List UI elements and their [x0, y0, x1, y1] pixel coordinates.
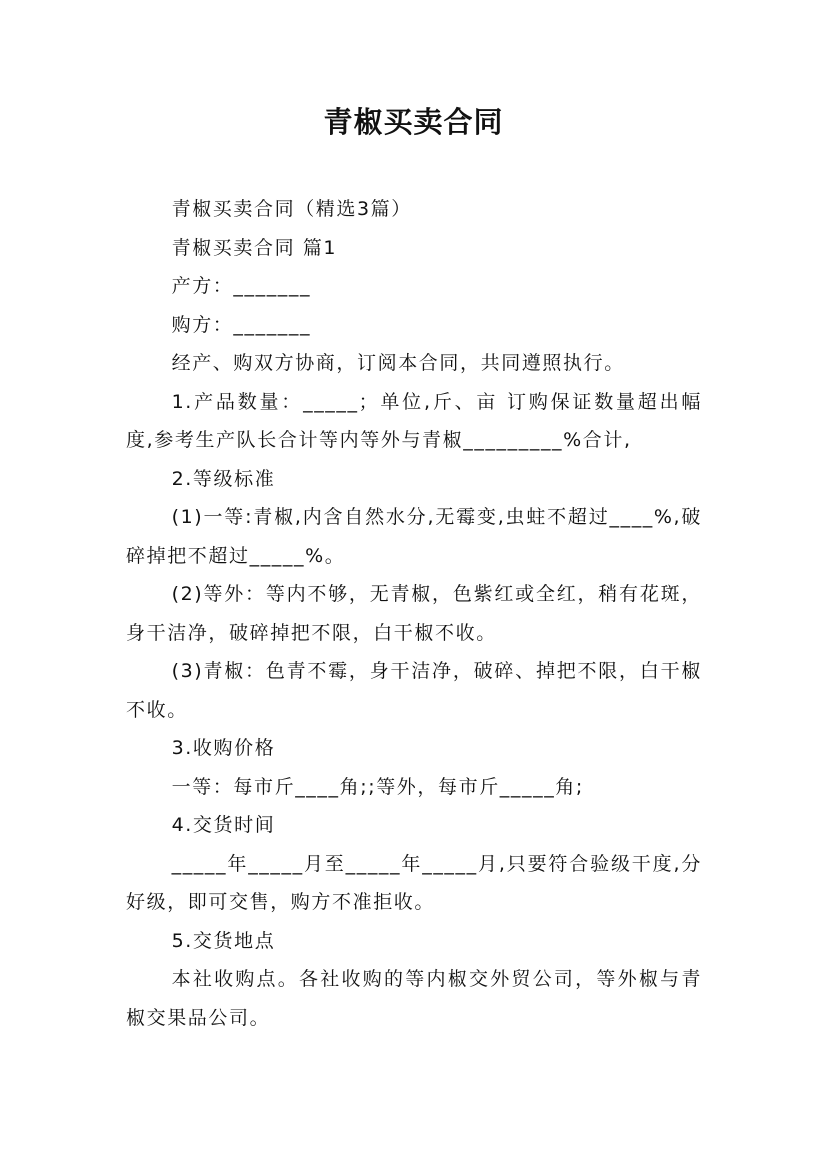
paragraph-grade-green: (3)青椒：色青不霉，身干洁净，破碎、掉把不限，白干椒不收。: [126, 660, 702, 721]
paragraph-grade-heading: 2.等级标准: [171, 467, 276, 490]
paragraph-delivery-place: 本社收购点。各社收购的等内椒交外贸公司，等外椒与青椒交果品公司。: [126, 968, 702, 1029]
paragraph-seller: 产方：_______: [171, 275, 312, 297]
paragraph-subtitle: 青椒买卖合同（精选3篇）: [171, 198, 412, 220]
paragraph-price: 一等：每市斤____角;;等外，每市斤_____角;: [171, 775, 584, 798]
paragraph-delivery-time: _____年_____月至_____年_____月,只要符合验级干度,分好级，即可交售，购方不准拒收。: [126, 852, 702, 913]
paragraph-intro: 经产、购双方协商，订阅本合同，共同遵照执行。: [171, 352, 625, 374]
document-title: 青椒买卖合同: [323, 105, 504, 139]
document-body: [126, 190, 702, 1037]
paragraph-buyer: 购方：_______: [171, 313, 312, 336]
paragraph-grade-first: (1)一等:青椒,内含自然水分,无霉变,虫蛀不超过____%,破碎掉把不超过_____%。: [126, 506, 702, 567]
paragraph-delivery-time-heading: 4.交货时间: [171, 814, 276, 836]
paragraph-quantity: 1.产品数量：_____；单位,斤、亩 订购保证数量超出幅度,参考生产队长合计等内等外与青椒_________%合计,: [126, 390, 702, 451]
paragraph-grade-other: (2)等外：等内不够，无青椒，色紫红或全红，稍有花斑，身干洁净，破碎掉把不限，白干椒不收。: [126, 583, 702, 644]
paragraph-delivery-place-heading: 5.交货地点: [171, 929, 276, 952]
paragraph-price-heading: 3.收购价格: [171, 737, 276, 759]
paragraph-section-heading: 青椒买卖合同 篇1: [171, 236, 338, 259]
